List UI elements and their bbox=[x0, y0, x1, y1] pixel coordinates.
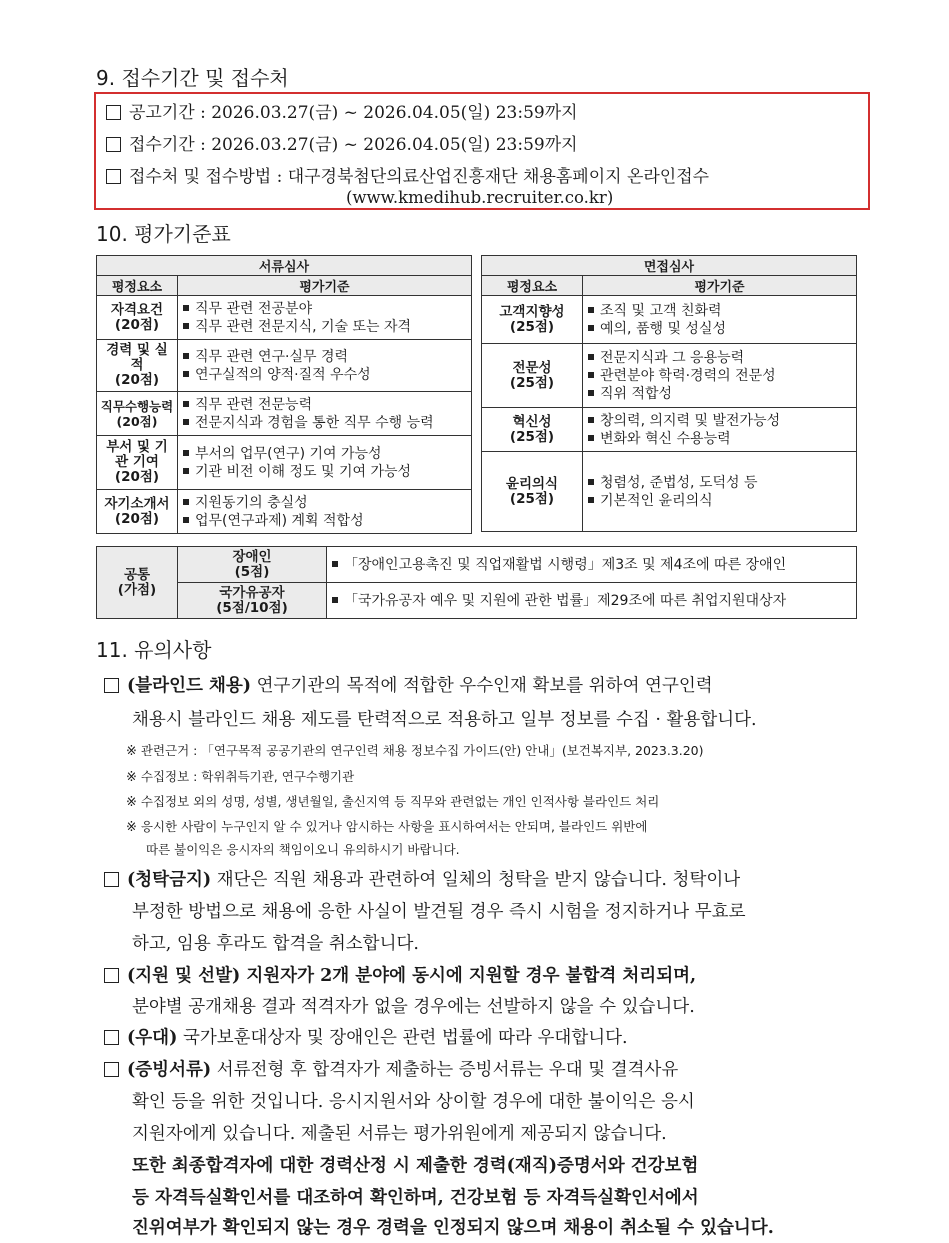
interview-table-title: 면접심사 bbox=[482, 256, 857, 276]
bonus-category: 장애인 (5점) bbox=[178, 547, 327, 583]
preference-item: (우대) 국가보훈대상자 및 장애인은 관련 법률에 따라 우대합니다. bbox=[104, 1024, 628, 1049]
doc-factor: 부서 및 기관 기여 (20점) bbox=[97, 436, 178, 490]
documents-line: 등 자격득실확인서를 대조하여 확인하며, 건강보험 등 자격득실확인서에서 bbox=[132, 1188, 699, 1208]
interview-table bbox=[481, 255, 857, 532]
documents-line: 확인 등을 위한 것입니다. 응시지원서와 상이할 경우에 대한 불이익은 응시 bbox=[132, 1092, 695, 1112]
doc-col-criteria: 평가기준 bbox=[178, 276, 472, 296]
interview-col-criteria: 평가기준 bbox=[583, 276, 857, 296]
checkbox-icon bbox=[104, 1030, 119, 1045]
section-9-heading: 9. 접수기간 및 접수처 bbox=[96, 66, 289, 90]
bonus-label: 공통 (가점) bbox=[97, 547, 178, 619]
checkbox-icon bbox=[106, 169, 121, 184]
interview-factor: 윤리의식 (25점) bbox=[482, 452, 583, 532]
documents-item: (증빙서류) 서류전형 후 합격자가 제출하는 증빙서류는 우대 및 결격사유 bbox=[104, 1056, 678, 1081]
solicitation-line: 하고, 임용 후라도 합격을 취소합니다. bbox=[132, 934, 419, 954]
checkbox-icon bbox=[106, 137, 121, 152]
section-10-heading: 10. 평가기준표 bbox=[96, 222, 231, 246]
blind-note: ※ 관련근거 : 「연구목적 공공기관의 연구인력 채용 정보수집 가이드(안) 안내」(보건복지부, 2023.3.20) bbox=[126, 743, 704, 759]
document-screening-table bbox=[96, 255, 472, 534]
checkbox-icon bbox=[104, 968, 119, 983]
doc-criteria: 직무 관련 연구·실무 경력 연구실적의 양적·질적 우수성 bbox=[178, 340, 472, 392]
recruit-url-link[interactable]: (www.kmedihub.recruiter.co.kr) bbox=[346, 188, 614, 207]
bonus-points-table bbox=[96, 546, 857, 619]
doc-criteria: 부서의 업무(연구) 기여 가능성 기관 비전 이해 정도 및 기여 가능성 bbox=[178, 436, 472, 490]
doc-factor: 자격요건 (20점) bbox=[97, 296, 178, 340]
interview-col-factor: 평정요소 bbox=[482, 276, 583, 296]
documents-line: 진위여부가 확인되지 않는 경우 경력을 인정되지 않으며 채용이 취소될 수 있습니다. bbox=[132, 1218, 774, 1238]
interview-criteria: 전문지식과 그 응용능력 관련분야 학력·경력의 전문성 직위 적합성 bbox=[583, 344, 857, 408]
receipt-method-item: 접수처 및 접수방법 : 대구경북첨단의료산업진흥재단 채용홈페이지 온라인접수 bbox=[106, 162, 709, 187]
application-item: (지원 및 선발) 지원자가 2개 분야에 동시에 지원할 경우 불합격 처리되며, bbox=[104, 962, 696, 987]
notice-period-item: 공고기간 : 2026.03.27(금) ~ 2026.04.05(일) 23:59까지 bbox=[106, 98, 578, 123]
interview-factor: 혁신성 (25점) bbox=[482, 408, 583, 452]
documents-line: 또한 최종합격자에 대한 경력산정 시 제출한 경력(재직)증명서와 건강보험 bbox=[132, 1156, 699, 1176]
blind-note: ※ 수집정보 : 학위취득기관, 연구수행기관 bbox=[126, 769, 355, 785]
checkbox-icon bbox=[104, 872, 119, 887]
doc-table-title: 서류심사 bbox=[97, 256, 472, 276]
checkbox-icon bbox=[104, 678, 119, 693]
checkbox-icon bbox=[106, 105, 121, 120]
doc-factor: 직무수행능력 (20점) bbox=[97, 392, 178, 436]
receipt-period-item: 접수기간 : 2026.03.27(금) ~ 2026.04.05(일) 23:59까지 bbox=[106, 130, 578, 155]
solicitation-item: (청탁금지) 재단은 직원 채용과 관련하여 일체의 청탁을 받지 않습니다. 청탁이나 bbox=[104, 866, 740, 891]
solicitation-line: 부정한 방법으로 채용에 응한 사실이 발견될 경우 즉시 시험을 정지하거나 무효로 bbox=[132, 902, 746, 922]
interview-criteria: 창의력, 의지력 및 발전가능성 변화와 혁신 수용능력 bbox=[583, 408, 857, 452]
checkbox-icon bbox=[104, 1062, 119, 1077]
interview-factor: 전문성 (25점) bbox=[482, 344, 583, 408]
bonus-criteria: 「국가유공자 예우 및 지원에 관한 법률」제29조에 따른 취업지원대상자 bbox=[327, 583, 857, 619]
interview-factor: 고객지향성 (25점) bbox=[482, 296, 583, 344]
blind-note: ※ 응시한 사람이 누구인지 알 수 있거나 암시하는 사항을 표시하여서는 안되며, 블라인드 위반에 bbox=[126, 819, 648, 835]
doc-criteria: 직무 관련 전문능력 전문지식과 경험을 통한 직무 수행 능력 bbox=[178, 392, 472, 436]
doc-criteria: 직무 관련 전공분야 직무 관련 전문지식, 기술 또는 자격 bbox=[178, 296, 472, 340]
interview-criteria: 청렴성, 준법성, 도덕성 등 기본적인 윤리의식 bbox=[583, 452, 857, 532]
blind-hiring-line: 채용시 블라인드 채용 제도를 탄력적으로 적용하고 일부 정보를 수집 · 활용합니다. bbox=[132, 710, 757, 730]
doc-factor: 자기소개서 (20점) bbox=[97, 490, 178, 534]
doc-criteria: 지원동기의 충실성 업무(연구과제) 계획 적합성 bbox=[178, 490, 472, 534]
doc-col-factor: 평정요소 bbox=[97, 276, 178, 296]
section-11-heading: 11. 유의사항 bbox=[96, 638, 212, 662]
interview-criteria: 조직 및 고객 친화력 예의, 품행 및 성실성 bbox=[583, 296, 857, 344]
blind-note-cont: 따른 불이익은 응시자의 책임이오니 유의하시기 바랍니다. bbox=[146, 842, 460, 857]
documents-line: 지원자에게 있습니다. 제출된 서류는 평가위원에게 제공되지 않습니다. bbox=[132, 1124, 667, 1144]
application-line: 분야별 공개채용 결과 적격자가 없을 경우에는 선발하지 않을 수 있습니다. bbox=[132, 997, 695, 1017]
bonus-category: 국가유공자 (5점/10점) bbox=[178, 583, 327, 619]
bonus-criteria: 「장애인고용촉진 및 직업재활법 시행령」제3조 및 제4조에 따른 장애인 bbox=[327, 547, 857, 583]
blind-hiring-item: (블라인드 채용) 연구기관의 목적에 적합한 우수인재 확보를 위하여 연구인력 bbox=[104, 672, 713, 697]
doc-factor: 경력 및 실적 (20점) bbox=[97, 340, 178, 392]
blind-note: ※ 수집정보 외의 성명, 성별, 생년월일, 출신지역 등 직무와 관련없는 개인 인적사항 블라인드 처리 bbox=[126, 794, 660, 810]
